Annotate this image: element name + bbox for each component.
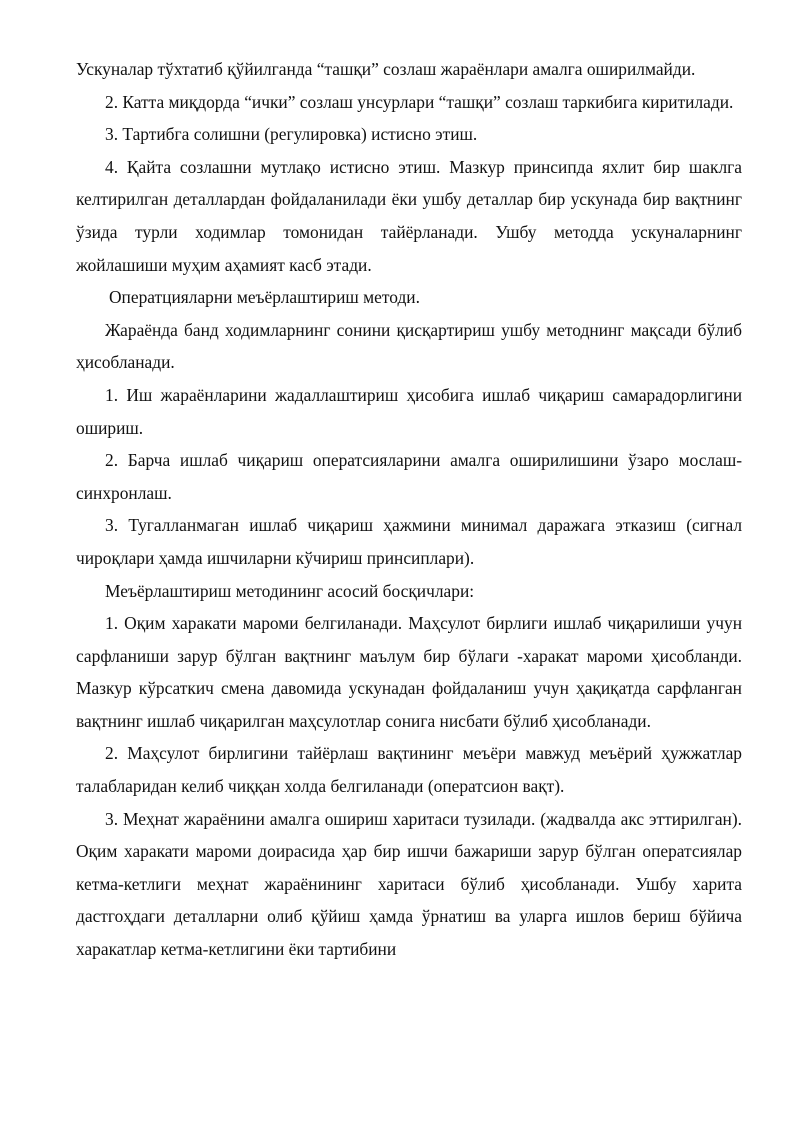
- section-heading: Оператцияларни меъёрлаштириш методи.: [109, 287, 420, 308]
- document-page: [76, 53, 742, 966]
- paragraph-continuation: Ускуналар тўхтатиб қўйилганда “ташқи” созлаш жараёнлари амалга оширилмайди.: [76, 59, 696, 79]
- list-item-stage-2: 2. Маҳсулот бирлигини тайёрлаш вақтининг меъёри мавжуд меъёрий ҳужжатлар талабларидан келиб чиққан холда белгиланади (оператсион вақт).: [76, 743, 742, 797]
- list-item-4: 4. Қайта созлашни мутлақо истисно этиш. Мазкур принсипда яхлит бир шаклга келтирилган деталлардан фойдаланилади ёки ушбу деталлар бир ускунада бир вақтнинг ўзида турли ходимлар томонидан тайёрланади. Ушбу методда ускуналарнинг жойлашиши муҳим аҳамият касб этади.: [76, 156, 742, 275]
- list-item-goal-2: 2. Барча ишлаб чиқариш оператсияларини амалга оширилишини ўзаро мослаш-синхронлаш.: [76, 450, 742, 503]
- list-item-stage-1: 1. Оқим харакати мароми белгиланади. Маҳсулот бирлиги ишлаб чиқарилиши учун сарфланиши зарур бўлган вақтнинг маълум бир бўлаги -харакат мароми ҳисобланди. Мазкур кўрсаткич смена давомида ускунадан фойдаланиш учун ҳақиқатда сарфланган вақтнинг ишлаб чиқарилган маҳсулотлар сонига нисбати бўлиб ҳисобланади.: [76, 613, 742, 731]
- list-item-stage-3: 3. Меҳнат жараёнини амалга ошириш харитаси тузилади. (жадвалда акс эттирилган). Оқим харакати мароми доирасида ҳар бир ишчи бажариши зарур бўлган оператсиялар кетма-кетлиги меҳнат жараёнининг харитаси бўлиб ҳисобланади. Ушбу харита дастгоҳдаги деталларни олиб қўйиш ҳамда ўрнатиш ва уларга ишлов бериш бўйича харакатлар кетма-кетлигини ёки тартибини: [76, 808, 742, 960]
- paragraph-goal: Жараёнда банд ходимларнинг сонини қисқартириш ушбу методнинг мақсади бўлиб ҳисобланади.: [76, 319, 742, 373]
- list-item-goal-3: 3. Тугалланмаган ишлаб чиқариш ҳажмини минимал даражага этказиш (сигнал чироқлари ҳамда ишчиларни кўчириш принсиплари).: [76, 515, 742, 568]
- list-item-2: 2. Катта миқдорда “ички” созлаш унсурлари “ташқи” созлаш таркибига киритилади.: [105, 91, 734, 112]
- list-item-goal-1: 1. Иш жараёнларини жадаллаштириш ҳисобига ишлаб чиқариш самарадорлигини ошириш.: [76, 384, 742, 438]
- list-item-3: 3. Тартибга солишни (регулировка) истисно этиш.: [105, 124, 478, 145]
- stages-heading: Меъёрлаштириш методининг асосий босқичлари:: [105, 580, 475, 601]
